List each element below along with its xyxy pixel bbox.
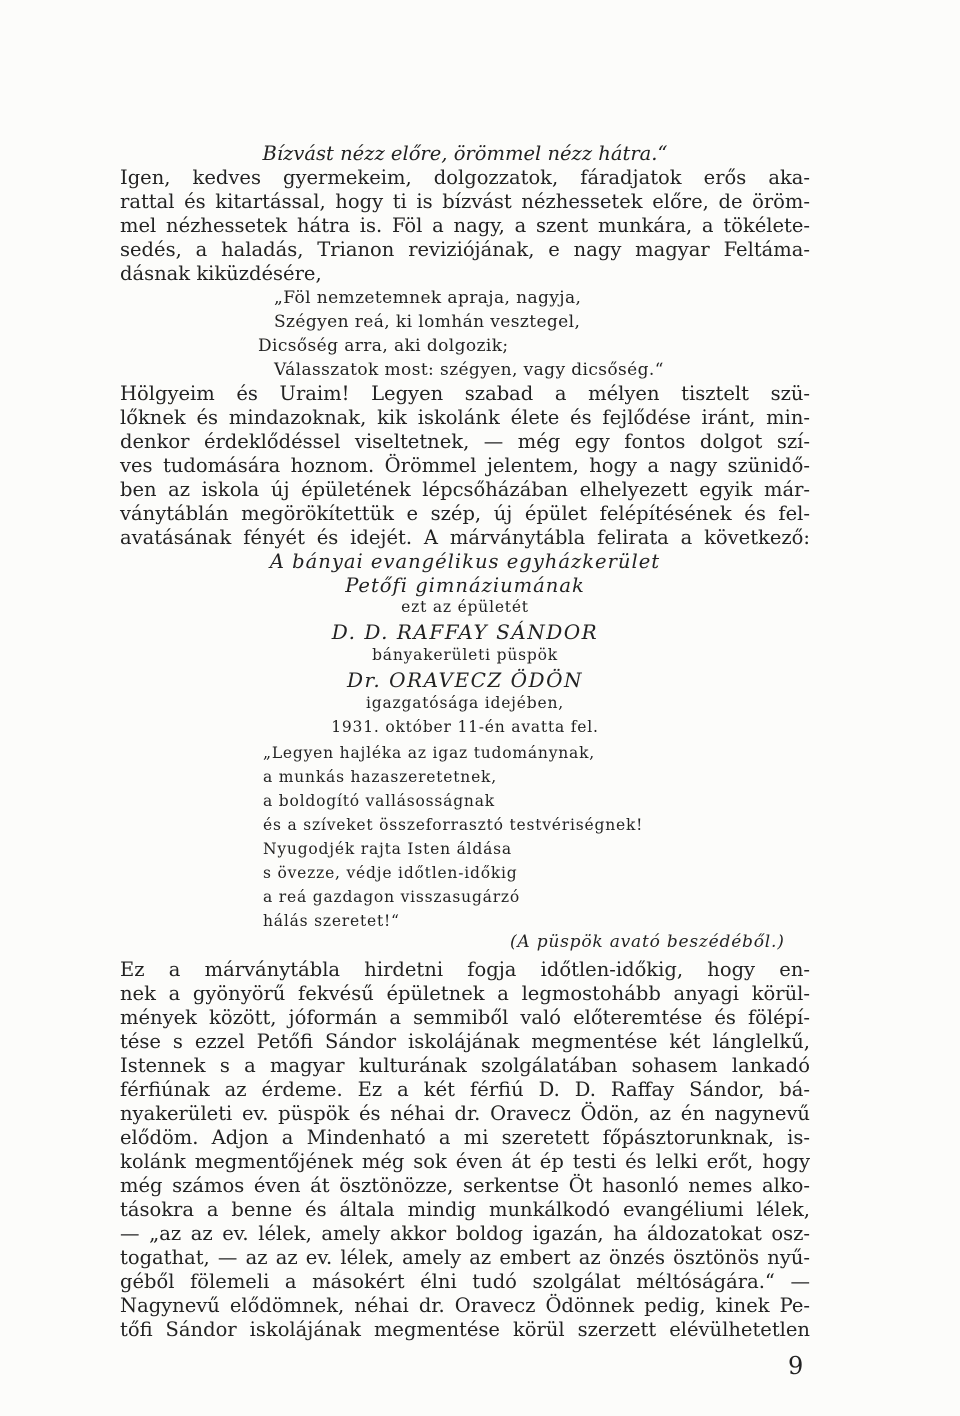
inscription-line: A bányai evangélikus egyházkerület [269,550,661,573]
quote-line: „Legyen hajléka az igaz tudománynak, [263,744,596,762]
text-line: tásokra a benne és általa mindig munkálkodó evangéliumi lélek, [120,1198,810,1221]
text-line: mények között, jóformán a semmiből való előteremtése és fölépí- [120,1006,810,1029]
quote-line: hálás szeretet!“ [263,912,400,930]
text-line: férfiúnak az érdeme. Ez a két férfiú D. D. Raffay Sándor, bá- [120,1078,810,1101]
quote-line: a reá gazdagon visszasugárzó [263,888,521,906]
quote-line: a munkás hazaszeretetnek, [263,768,497,786]
text-line: avatásának fényét és idejét. A márványtábla felirata a következő: [120,526,810,549]
quote-source: (A püspök avató beszédéből.) [510,932,785,952]
text-line: ványtáblán megörökítettük e szép, új épület felépítésének és fel- [120,502,810,525]
text-line: nek a gyönyörű fekvésű épületnek a legmostohább anyagi körül- [120,982,810,1005]
inscription-line: igazgatósága idejében, [366,694,564,712]
page-number: 9 [788,1352,804,1380]
text-line: még számos éven át ösztönözze, serkentse Öt hasonló nemes alko- [120,1174,810,1197]
text-line: tése s ezzel Petőfi Sándor iskolájának megmentése két lánglelkű, [120,1030,810,1053]
text-line: Hölgyeim és Uraim! Legyen szabad a mélyen tisztelt szü- [120,382,810,405]
text-line: kolánk megmentőjének még sok éven át ép testi és lelki erőt, hogy [120,1150,810,1173]
text-line: nyakerületi ev. püspök és néhai dr. Oravecz Ödön, az én nagynevű [120,1102,810,1125]
text-line: géből fölemeli a másokért élni tudó szolgálat méltóságára.“ — [120,1270,810,1293]
text-line: togathat, — az az ev. lélek, amely az embert az önzés ösztönös nyű- [120,1246,810,1269]
poem-line: Válasszatok most: szégyen, vagy dicsőség.“ [274,360,664,380]
text-line: denkor érdeklődéssel viseltetnek, — még egy fontos dolgot szí- [120,430,810,453]
inscription-line: 1931. október 11-én avatta fel. [331,718,599,736]
inscription-line: Petőfi gimnáziumának [345,574,585,597]
poem-line: „Föl nemzetemnek apraja, nagyja, [274,288,582,308]
text-line: ves tudomására hoznom. Örömmel jelentem, hogy a nagy szünidő- [120,454,810,477]
poem-line: Dicsőség arra, aki dolgozik; [258,336,509,356]
quote-line: a boldogító vallásosságnak [263,792,495,810]
text-line: dásnak kiküzdésére, [120,262,322,285]
text-line: Ez a márványtábla hirdetni fogja időtlen-időkig, hogy en- [120,958,810,981]
text-line: rattal és kitartással, hogy ti is bízvást nézhessetek előre, de öröm- [120,190,810,213]
text-line: — „az az ev. lélek, amely akkor boldog igazán, ha áldozatokat osz- [120,1222,810,1245]
opening-line: Bízvást nézz előre, örömmel nézz hátra.“ [262,142,668,165]
quote-line: s övezze, védje időtlen-időkig [263,864,518,882]
text-line: elődöm. Adjon a Mindenható a mi szeretett főpásztorunknak, is- [120,1126,810,1149]
text-line: Igen, kedves gyermekeim, dolgozzatok, fáradjatok erős aka- [120,166,810,189]
text-line: ben az iskola új épületének lépcsőházában elhelyezett egyik már- [120,478,810,501]
text-line: tőfi Sándor iskolájának megmentése körül szerzett elévülhetetlen [120,1318,810,1341]
inscription-name: Dr. ORAVECZ ÖDÖN [347,668,583,692]
inscription-name: D. D. RAFFAY SÁNDOR [331,620,599,644]
text-line: sedés, a haladás, Trianon reviziójának, e nagy magyar Feltáma- [120,238,810,261]
text-line: lőknek és mindazoknak, kik iskolánk élete és fejlődése iránt, min- [120,406,810,429]
text-line: Istennek s a magyar kulturának szolgálatában sohasem lankadó [120,1054,810,1077]
quote-line: és a szíveket összeforrasztó testvériségnek! [263,816,644,834]
text-line: Nagynevű elődömnek, néhai dr. Oravecz Ödönnek pedig, kinek Pe- [120,1294,810,1317]
inscription-line: ezt az épületét [401,598,529,616]
text-line: mel nézhessetek hátra is. Föl a nagy, a szent munkára, a tökélete- [120,214,810,237]
poem-line: Szégyen reá, ki lomhán vesztegel, [274,312,581,332]
quote-line: Nyugodjék rajta Isten áldása [263,840,512,858]
inscription-line: bányakerületi püspök [372,646,558,664]
